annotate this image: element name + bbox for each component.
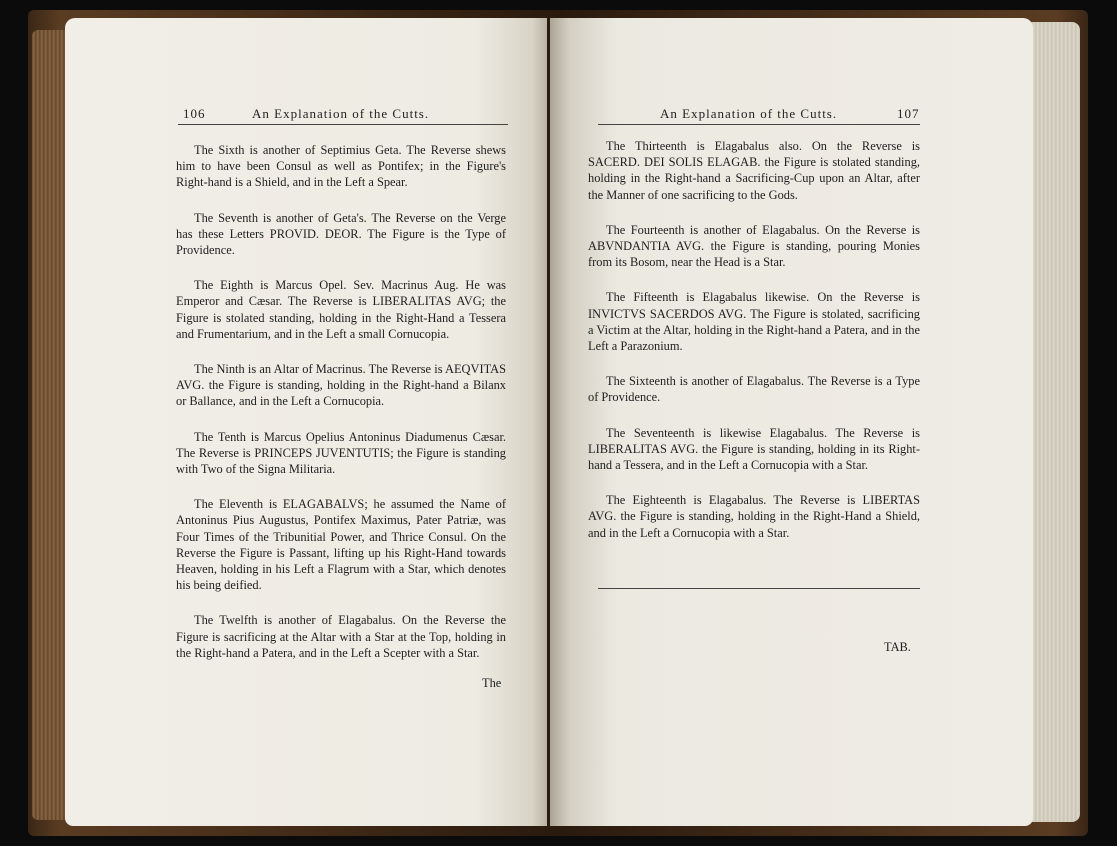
paragraph: The Seventeenth is likewise Elagabalus. The Reverse is LIBERALITAS AVG. the Figure is standing, holding in its Right-hand a Tessera, and in the Left a Cornucopia with a Star. xyxy=(588,425,920,473)
right-page-number: 107 xyxy=(897,106,920,121)
paragraph: The Tenth is Marcus Opelius Antoninus Diadumenus Cæsar. The Reverse is PRINCEPS JUVENTUTIS; the Figure is standing with Two of the Signa Militaria. xyxy=(176,429,506,477)
paragraph: The Sixteenth is another of Elagabalus. The Reverse is a Type of Providence. xyxy=(588,374,920,405)
left-header-rule xyxy=(178,124,508,125)
left-running-head: An Explanation of the Cutts. xyxy=(252,106,430,121)
paragraph: The Fifteenth is Elagabalus likewise. On the Reverse is INVICTVS SACERDOS AVG. The Figure is stolated, sacrificing a Victim at the Altar, holding in the Right-hand a Patera, and in the Left a Parazonium. xyxy=(588,290,920,354)
paragraph: The Sixth is another of Septimius Geta. The Reverse shews him to have been Consul as well as Pontifex; in the Figure's Right-hand is a Shield, and in the Left a Spear. xyxy=(176,143,506,190)
right-running-head: An Explanation of the Cutts. xyxy=(660,106,838,121)
left-catchword: The xyxy=(482,676,502,690)
paragraph: The Fourteenth is another of Elagabalus. On the Reverse is ABVNDANTIA AVG. the Figure is standing, pouring Monies from its Bosom, near the Head is a Star. xyxy=(588,222,920,270)
paragraph: The Twelfth is another of Elagabalus. On the Reverse the Figure is sacrificing at the Altar with a Star at the Top, holding in the Right-hand a Patera, and in the Left a Scepter with a Star. xyxy=(176,613,506,660)
right-end-rule xyxy=(598,588,920,589)
right-catchword: TAB. xyxy=(884,640,911,654)
paragraph: The Eighth is Marcus Opel. Sev. Macrinus Aug. He was Emperor and Cæsar. The Reverse is LIBERALITAS AVG; the Figure is stolated standing, holding in the Right-Hand a Tessera and Frumentarium, and in the Left a small Cornucopia. xyxy=(176,278,506,341)
paragraph: The Seventh is another of Geta's. The Reverse on the Verge has these Letters PROVID. DEOR. The Figure is the Type of Providence. xyxy=(176,210,506,258)
left-page-body xyxy=(176,142,506,680)
left-page-number: 106 xyxy=(183,106,206,121)
paragraph: The Ninth is an Altar of Macrinus. The Reverse is AEQVITAS AVG. the Figure is standing, holding in the Right-hand a Bilanx or Ballance, and in the Left a Cornucopia. xyxy=(176,362,506,409)
paragraph: The Eighteenth is Elagabalus. The Reverse is LIBERTAS AVG. the Figure is standing, holding in the Right-Hand a Shield, and in the Left a Cornucopia with a Star. xyxy=(588,493,920,540)
right-header-rule xyxy=(598,124,920,125)
page-edges xyxy=(1030,22,1080,822)
right-page-body xyxy=(588,138,920,560)
paragraph: The Thirteenth is Elagabalus also. On the Reverse is SACERD. DEI SOLIS ELAGAB. the Figure is stolated standing, holding in the Right-hand a Sacrificing-Cup upon an Altar, after the Manner of one sacrificing to the Gods. xyxy=(588,139,920,202)
paragraph: The Eleventh is ELAGABALVS; he assumed the Name of Antoninus Pius Augustus, Pontifex Maximus, Pater Patriæ, was Four Times of the Tribunitial Power, and Thrice Consul. On the Reverse the Figure is Passant, lifting up his Right-Hand towards Heaven, holding in his Left a Flagrum with a Star, which denotes his being deified. xyxy=(176,497,506,593)
book-spine-edge xyxy=(32,30,68,820)
